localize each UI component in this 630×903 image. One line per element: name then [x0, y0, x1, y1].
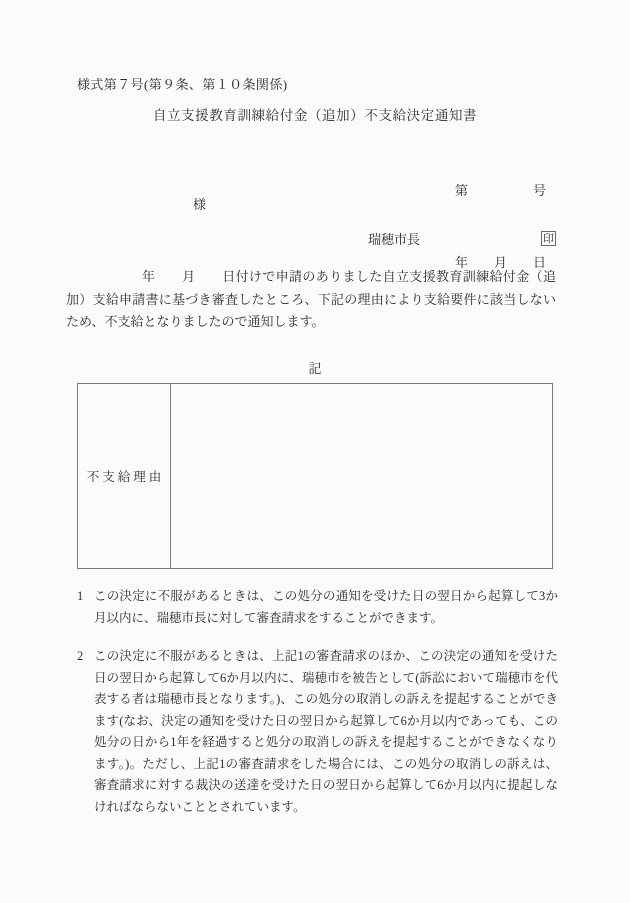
reference-number-field: 第 号 [455, 183, 547, 198]
reason-input-area[interactable] [171, 384, 552, 568]
addressee-field: 様 [193, 197, 207, 212]
issue-date-field: 年 月 日 [455, 255, 547, 270]
list-item [66, 646, 558, 818]
reason-table [77, 383, 553, 569]
seal-icon: 印 [543, 233, 554, 245]
reason-label: 不支給理由 [78, 384, 171, 568]
note-text: この決定に不服があるときは、この処分の通知を受けた日の翌日から起算して3か月以内に、瑞穂市長に対して審査請求をすることができます。 [94, 589, 558, 625]
issuer-name: 瑞穂市長 [368, 232, 421, 247]
body-paragraph: 年 月 日付けで申請のありました自立支援教育訓練給付金（追加）支給申請書に基づき審査したところ、下記の理由により支給要件に該当しないため、不支給となりましたので通知します。 [66, 269, 556, 329]
note-number: 1 [77, 589, 84, 603]
note-text: この決定に不服があるときは、上記1の審査請求のほか、この決定の通知を受けた日の翌日から起算して6か月以内に、瑞穂市を被告として(訴訟において瑞穂市を代表する者は瑞穂市長となります。)、この処分の取消しの訴えを提起することができます(なお、決定の通知を受けた日の翌日から起算して6か月以内であっても、この処分の日から1年を経過すると処分の取消しの訴えを提起することができなくなります。)。ただし、上記1の審査請求をした場合には、この処分の取消しの訴えは、審査請求に対する裁決の送達を受けた日の翌日から起算して6か月以内に提起しなければならないこととされています。 [94, 649, 558, 814]
record-heading: 記 [308, 361, 322, 376]
page-title: 自立支援教育訓練給付金（追加）不支給決定通知書 [152, 108, 478, 123]
form-number: 様式第７号(第９条、第１０条関係) [77, 77, 288, 92]
list-item [66, 586, 558, 629]
issuer-row [368, 229, 556, 248]
note-number: 2 [77, 649, 84, 663]
notes-list [66, 586, 558, 835]
